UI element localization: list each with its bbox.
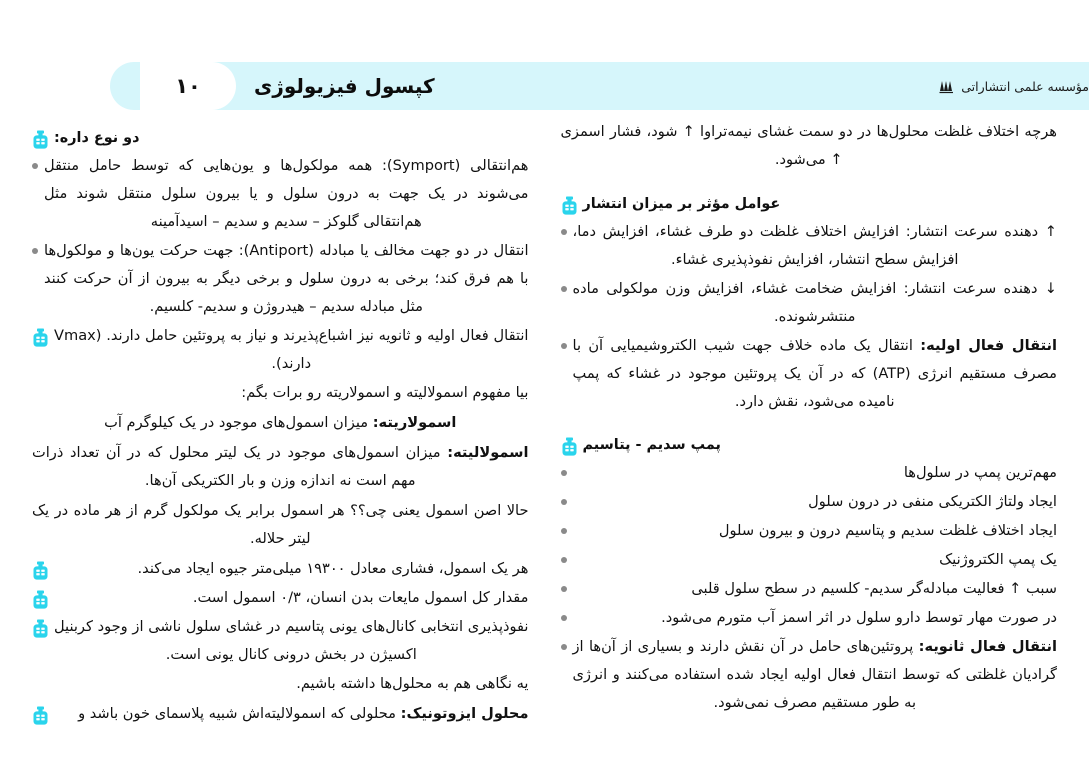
list-item-secondary-active-transport [561,633,1058,717]
publisher-credit [939,79,1089,94]
bullet-dot-icon [561,229,567,235]
bullet-dot-icon [561,615,567,621]
capsule-icon [32,130,49,149]
list-item-antiport [32,237,529,321]
list-item [561,575,1058,603]
list-item-text: ↑ دهنده سرعت انتشار: افزایش اختلاف غلظت دو طرف غشاء، افزایش دما، افزایش سطح انتشار، افزایش نفوذپذیری غشاء. [572,223,1057,269]
term-label: اسمولاریته: [372,414,457,432]
list-item [561,604,1058,632]
section-heading-diffusion-factors [561,193,1058,215]
bullet-dot-icon [32,163,38,169]
list-item-text: سبب ↑ فعالیت مبادله‌گر سدیم- کلسیم در سطح سلول قلبی [691,580,1057,598]
fact-text: هر یک اسمول، فشاری معادل ۱۹۳۰۰ میلی‌متر جیوه ایجاد می‌کند. [137,560,529,578]
definition-isotonic-solution [32,700,529,728]
bullet-dot-icon [561,470,567,476]
fact-total-body-osmoles [32,584,529,612]
section-heading-label: عوامل مؤثر بر میزان انتشار [582,196,781,213]
term-definition: جهت حرکت یون‌ها و مولکول‌ها با هم فرق کند؛ برخی به درون سلول و برخی دیگر به بیرون از آن حرکت کنند مثل مبادله سدیم – هیدروژن و سدیم- کلسیم. [44,242,529,316]
section-heading-two-types [32,127,529,149]
bullet-dot-icon [561,557,567,563]
publisher-logo [939,79,955,94]
list-item-primary-active-transport [561,332,1058,416]
solutions-intro: یه نگاهی هم به محلول‌ها داشته باشیم. [296,675,529,693]
list-item-text: مهم‌ترین پمپ در سلول‌ها [903,464,1057,482]
fact-potassium-channel-selectivity [32,613,529,669]
page-body [0,118,1089,758]
note-saturation [32,322,529,378]
list-item-text: ایجاد اختلاف غلظت سدیم و پتاسیم درون و بیرون سلول [718,522,1057,540]
bullet-dot-icon [561,499,567,505]
list-item [561,488,1058,516]
book-title: کپسول فیزیولوژی [254,74,435,98]
fact-text: نفوذپذیری انتخابی کانال‌های یونی پتاسیم در غشای سلول ناشی از وجود کربنیل اکسیژن در بخش درونی کانال یونی است. [54,618,529,664]
fact-osmol-pressure [32,555,529,583]
term-definition: میزان اسمول‌های موجود در یک کیلوگرم آب [104,414,369,432]
section-heading-label: پمپ سدیم - پتاسیم [582,437,721,454]
definition-osmolality [32,439,529,495]
definition-osmolarity [32,409,529,437]
section-heading-label: دو نوع داره: [54,130,140,146]
section-heading-sodium-potassium-pump [561,434,1058,456]
list-item [561,546,1058,574]
osmotic-pressure-intro: هرچه اختلاف غلظت محلول‌ها در دو سمت غشای نیمه‌تراوا ↑ شود، فشار اسمزی ↑ می‌شود. [560,123,1057,169]
term-definition: پروتئین‌های حامل در آن نقش دارند و بسیاری از آن‌ها از گرادیان غلظتی که توسط انتقال فعال اولیه ایجاد شده استفاده می‌کنند و انرژی به طور مستقیم مصرف نمی‌شود. [572,638,1057,712]
term-definition: محلولی که اسمولالیته‌اش شبیه پلاسمای خون باشد و [78,705,396,723]
term-definition: میزان اسمول‌های موجود در یک لیتر محلول که در آن تعداد ذرات مهم است نه اندازه وزن و بار الکتریکی آن‌ها. [32,444,441,490]
term-definition: همه مولکول‌ها و یون‌هایی که توسط حامل منتقل می‌شوند در یک جهت به درون سلول و یا بیرون سلول منتقل شوند مثل هم‌انتقالی گلوکز – سدیم و سدیم – اسیدآمینه [44,157,529,231]
fact-text: مقدار کل اسمول مایعات بدن انسان، ۰/۳ اسمول است. [192,589,529,607]
note-text: انتقال فعال اولیه و ثانویه نیز اشباع‌پذیرند و نیاز به پروتئین حامل دارند. (Vmax دارند). [54,327,529,373]
term-label: انتقال فعال اولیه: [920,337,1058,355]
list-item-text: در صورت مهار توسط دارو سلول در اثر اسمز آب متورم می‌شود. [661,609,1057,627]
publisher-name: مؤسسه علمی انتشاراتی [961,78,1089,94]
bullet-dot-icon [561,286,567,292]
list-item [561,517,1058,545]
page-number: ۱۰ [140,62,236,110]
capsule-icon [561,437,578,456]
bullet-dot-icon [561,528,567,534]
term-label: محلول ایزوتونیک: [400,705,529,723]
capsule-icon [32,619,49,638]
list-item [561,459,1058,487]
bullet-dot-icon [32,248,38,254]
capsule-icon [32,706,49,725]
list-item-text: یک پمپ الکتروژنیک [939,551,1057,569]
bullet-dot-icon [561,343,567,349]
term-label: انتقال فعال ثانویه: [918,638,1057,656]
bullet-dot-icon [561,586,567,592]
capsule-icon [32,328,49,347]
osmol-question: حالا اصن اسمول یعنی چی؟؟ هر اسمول برابر یک مولکول گرم از هر ماده در یک لیتر حلاله. [32,502,529,548]
capsule-icon [561,196,578,215]
term-label: هم‌انتقالی (Symport): [382,157,529,174]
term-label: اسمولالیته: [447,444,529,462]
capsule-icon [32,590,49,609]
list-item-text: ایجاد ولتاژ الکتریکی منفی در درون سلول [808,493,1057,511]
capsule-icon [32,561,49,580]
list-item [561,218,1058,274]
right-column [545,118,1089,758]
left-column [0,118,545,758]
term-label: انتقال در دو جهت مخالف یا مبادله (Antiport): [238,242,529,260]
osmolarity-intro: بیا مفهوم اسمولالیته و اسمولاریته رو برات بگم: [241,384,529,402]
header-title-group [140,62,451,110]
bullet-dot-icon [561,644,567,650]
term-definition: انتقال یک ماده خلاف جهت شیب الکتروشیمیایی آن با مصرف مستقیم انرژی (ATP) که در آن یک پروتئین موجود در غشاء که پمپ نامیده می‌شود، نقش دارد. [572,337,1058,411]
page-header-bar [110,62,1089,110]
list-item-text: ↓ دهنده سرعت انتشار: افزایش ضخامت غشاء، افزایش وزن مولکولی ماده منتشرشونده. [572,280,1057,326]
list-item [561,275,1058,331]
list-item-symport [32,152,529,236]
